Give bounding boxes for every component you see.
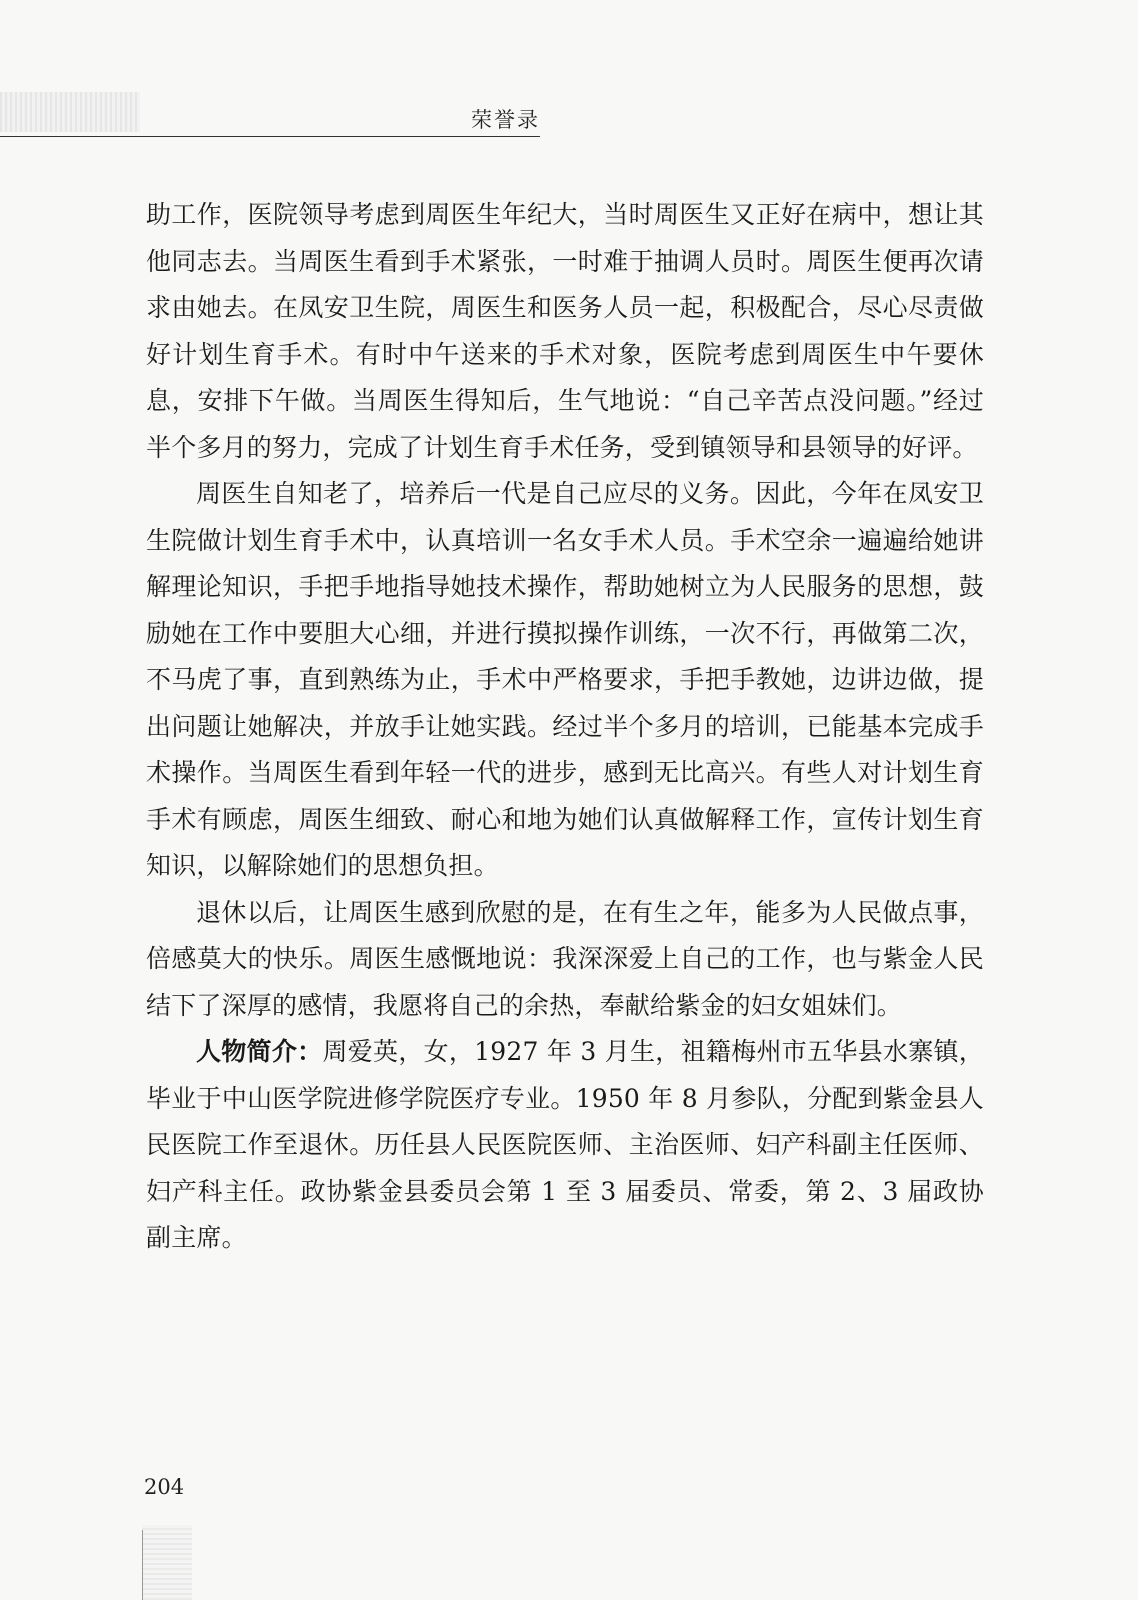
body-text — [146, 192, 984, 1262]
page-number: 204 — [144, 1475, 185, 1499]
bio-text: 周爱英，女，1927 年 3 月生，祖籍梅州市五华县水寨镇，毕业于中山医学院进修学院医疗专业。1950 年 8 月参队，分配到紫金县人民医院工作至退休。历任县人民医院医师、主治医师、妇产科副主任医师、妇产科主任。政协紫金县委员会第 1 至 3 届委员、常委，第 2、3 届政协副主席。 — [146, 1037, 984, 1252]
paragraph-1: 助工作，医院领导考虑到周医生年纪大，当时周医生又正好在病中，想让其他同志去。当周医生看到手术紧张，一时难于抽调人员时。周医生便再次请求由她去。在凤安卫生院，周医生和医务人员一起，积极配合，尽心尽责做好计划生育手术。有时中午送来的手术对象，医院考虑到周医生中午要休息，安排下午做。当周医生得知后，生气地说：“自己辛苦点没问题。”经过半个多月的努力，完成了计划生育手术任务，受到镇领导和县领导的好评。 — [146, 200, 984, 462]
header-rule — [0, 136, 540, 137]
scan-edge-shading-bottom — [142, 1525, 192, 1600]
running-header — [0, 104, 540, 138]
bio-paragraph — [146, 1029, 984, 1262]
paragraph-3: 退休以后，让周医生感到欣慰的是，在有生之年，能多为人民做点事，倍感莫大的快乐。周医生感慨地说：我深深爱上自己的工作，也与紫金人民结下了深厚的感情，我愿将自己的余热，奉献给紫金的妇女姐妹们。 — [146, 897, 984, 1020]
bio-label: 人物简介： — [196, 1037, 323, 1066]
paragraph-2: 周医生自知老了，培养后一代是自己应尽的义务。因此，今年在凤安卫生院做计划生育手术中，认真培训一名女手术人员。手术空余一遍遍给她讲解理论知识，手把手地指导她技术操作，帮助她树立为人民服务的思想，鼓励她在工作中要胆大心细，并进行摸拟操作训练，一次不行，再做第二次，不马虎了事，直到熟练为止，手术中严格要求，手把手教她，边讲边做，提出问题让她解决，并放手让她实践。经过半个多月的培训，已能基本完成手术操作。当周医生看到年轻一代的进步，感到无比高兴。有些人对计划生育手术有顾虑，周医生细致、耐心和地为她们认真做解释工作，宣传计划生育知识，以解除她们的思想负担。 — [146, 479, 984, 880]
header-title: 荣誉录 — [471, 108, 540, 132]
binding-edge-line — [142, 1530, 143, 1600]
